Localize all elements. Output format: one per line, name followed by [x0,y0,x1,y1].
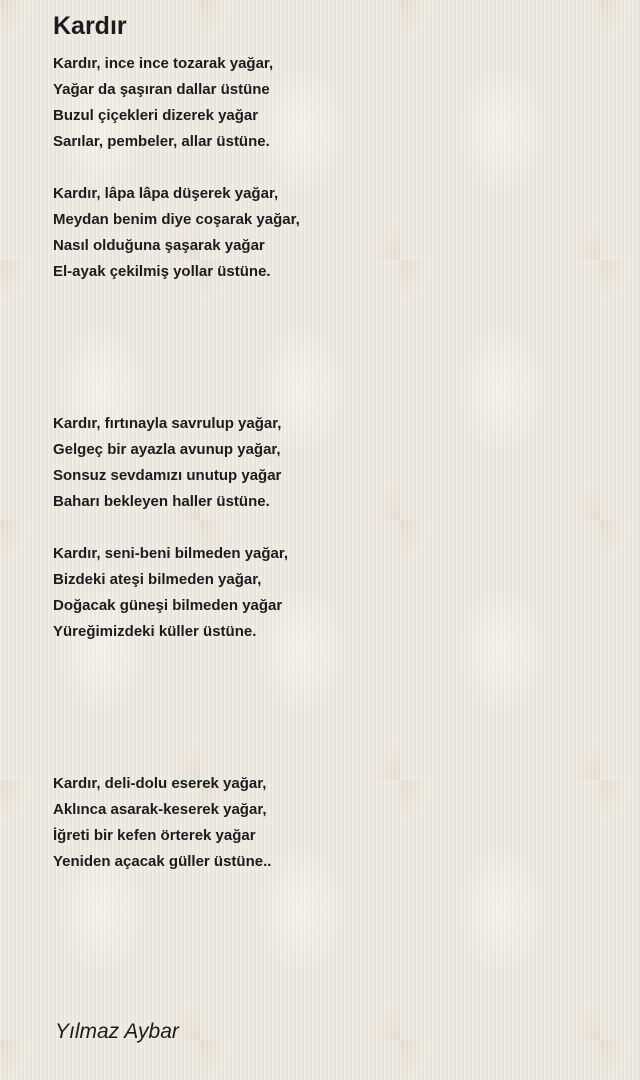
poem-line: Aklınca asarak-keserek yağar, [53,801,267,818]
poem-line: Baharı bekleyen haller üstüne. [53,493,270,510]
poem-line: Yüreğimizdeki küller üstüne. [53,623,257,640]
poem-line: Yağar da şaşıran dallar üstüne [53,81,270,98]
poem-line: Kardır, lâpa lâpa düşerek yağar, [53,185,279,202]
poem-author: Yılmaz Aybar [55,1020,179,1043]
poem-line: Buzul çiçekleri dizerek yağar [53,107,259,124]
poem-line: Meydan benim diye coşarak yağar, [53,211,300,228]
poem-line: Kardır, fırtınayla savrulup yağar, [53,415,282,432]
poem-line: Yeniden açacak güller üstüne.. [53,853,272,870]
poem-line: Gelgeç bir ayazla avunup yağar, [53,441,281,458]
poem-line: Sonsuz sevdamızı unutup yağar [53,467,282,484]
poem-title: Kardır [53,12,127,40]
poem-line: Bizdeki ateşi bilmeden yağar, [53,571,262,588]
poem-line: Sarılar, pembeler, allar üstüne. [53,133,270,150]
poem-line: Kardır, deli-dolu eserek yağar, [53,775,267,792]
poem-line: Doğacak güneşi bilmeden yağar [53,597,283,614]
poem-line: Nasıl olduğuna şaşarak yağar [53,237,265,254]
poem-line: Kardır, ince ince tozarak yağar, [53,55,274,72]
poem-line: El-ayak çekilmiş yollar üstüne. [53,263,271,280]
poem-line: Kardır, seni-beni bilmeden yağar, [53,545,289,562]
poem-line: İğreti bir kefen örterek yağar [53,827,256,844]
